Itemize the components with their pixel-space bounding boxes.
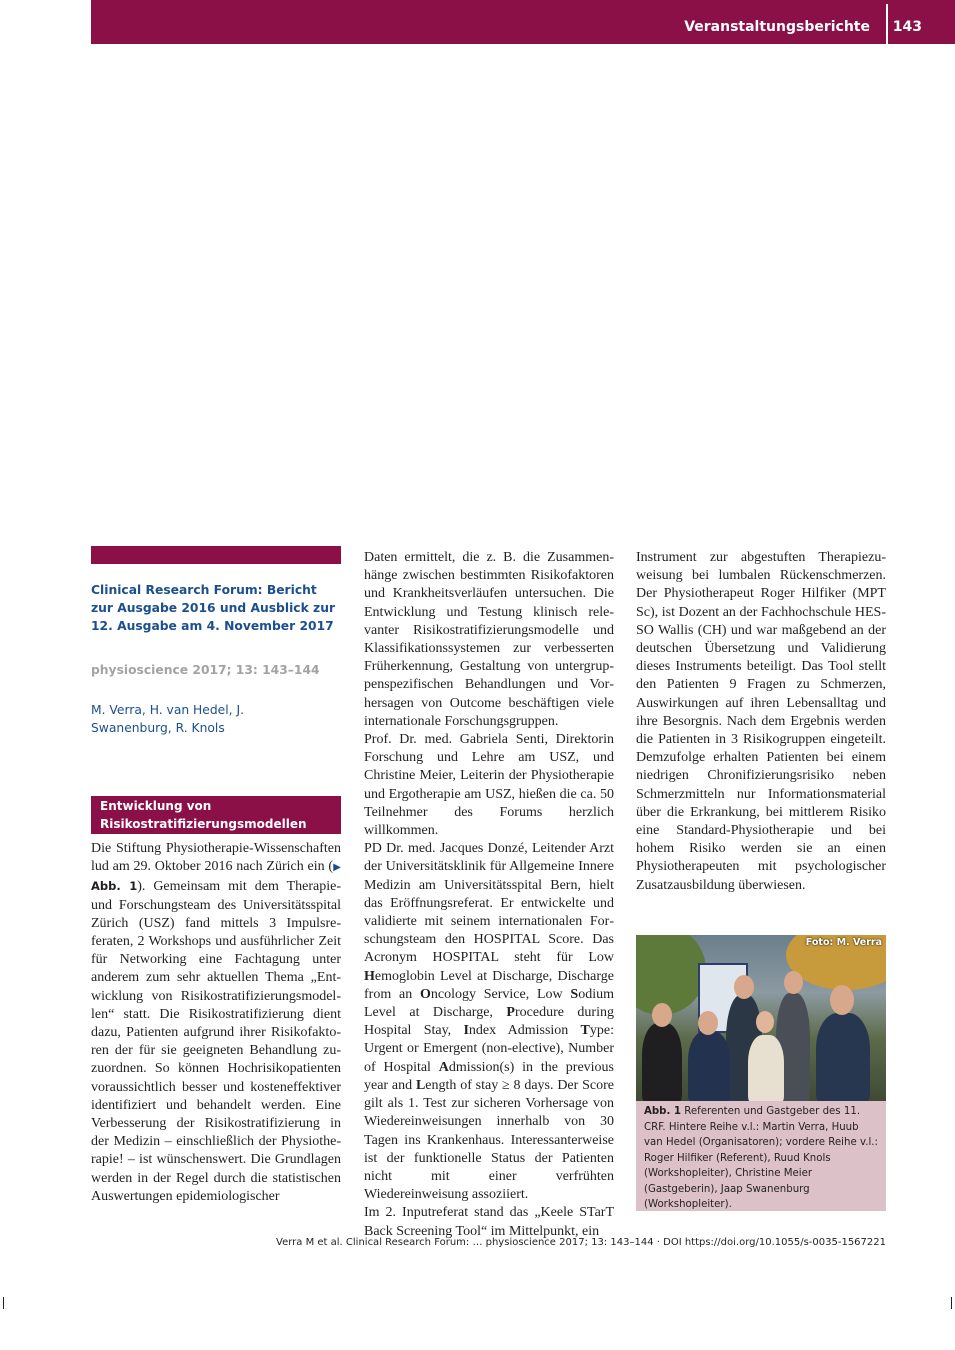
page-footer-citation: Verra M et al. Clinical Research Forum: … physioscience 2017; 13: 143–144 · DOI https://doi.org/10.1055/s-0035-1567221 xyxy=(276,1237,886,1248)
caption-text: Referenten und Gastgeber des 11. CRF. Hintere Reihe v.l.: Martin Verra, Huub van Hedel (Organisatoren); vordere Reihe v.l.: Roger Hilfiker (Referent), Ruud Knols (Workshopleiter), Christine Meier (Gastgeberin), Jaap Swanenburg (Workshopleiter). xyxy=(644,1106,878,1210)
section-heading: Entwicklung von Risikostratifizierungsmodellen xyxy=(91,796,341,834)
author-list: M. Verra, H. van Hedel, J. Swanenburg, R. Knols xyxy=(91,703,245,735)
caption-label: Abb. 1 xyxy=(644,1106,681,1117)
paragraph-text: emoglobin Level at Discharge, Discharge from an xyxy=(364,968,614,1002)
figure-reference-link[interactable]: Abb. 1 xyxy=(91,879,138,894)
paragraph-text: dmission(s) in the previous year and xyxy=(364,1059,614,1093)
paragraph xyxy=(364,840,614,1204)
acronym-letter: T xyxy=(580,1023,590,1039)
paragraph-text: PD Dr. med. Jacques Donzé, Leitender Arzt der Universitätsklinik für Allgemeine Innere Medizin am Universitätsspital Bern, hielt das Eröffnungsreferat. Er entwickelte und validierte mit seinem internationalen Forschungsteam den HOSPITAL Score. Das Acronym HOSPITAL steht für Low xyxy=(364,841,614,966)
article-title: Clinical Research Forum: Bericht zur Ausgabe 2016 und Ausblick zur 12. Ausgabe am 4. November 2017 xyxy=(91,583,336,633)
paragraph-text: Die Stiftung Physiotherapie-Wissenschaften lud am 29. Oktober 2016 nach Zürich ein ( xyxy=(91,841,341,875)
section-title: Veranstaltungsberichte xyxy=(684,19,870,35)
crop-mark xyxy=(3,1297,4,1309)
paragraph: Im 2. Inputreferat stand das „Keele STarT Back Screening Tool“ im Mittelpunkt, ein xyxy=(364,1205,614,1239)
paragraph: Prof. Dr. med. Gabriela Senti, Direktorin Forschung und Lehre am USZ, und Christine Meier, Leiterin der Physiotherapie und Ergotherapie am USZ, hießen die ca. 50 Teilnehmer des Forums herzlich willkommen. xyxy=(364,732,614,839)
paragraph-text: ndex Admission xyxy=(468,1023,581,1039)
group-photo xyxy=(636,935,886,1101)
paragraph-text: ength of stay ≥ 8 days. Der Score gilt als 1. Test zur sicheren Vorhersage von Wiedereinweisungen innerhalb von 30 Tagen ins Krankenhaus. Interessanterweise ist der funktionelle Status der Patienten nicht mit einer verfrühten Wiedereinweisung assoziiert. xyxy=(364,1077,614,1203)
journal-reference: physioscience 2017; 13: 143–144 xyxy=(91,663,320,677)
paragraph-text: ype: Urgent or Emergent (non-elective), Number of Hospital xyxy=(364,1023,614,1075)
page-header xyxy=(91,0,955,44)
paragraph-text: ). Gemeinsam mit dem Therapie- und Forschungsteam des Universitätsspital Zürich (USZ) fand mittels 3 Impulsreferaten, 2 Workshops und ausführlicher Zeit für Networking eine Fachtagung unter anderem zum sehr aktuellen Thema „Entwicklung von Risikostratifizierungsmodellen“ statt. Die Risikostratifizierung dient dazu, Patienten aufgrund ihrer Risikofaktoren der für sie geeigneten Behandlung zuzuordnen. So können Hochrisikopatienten voraussichtlich besser und kosteneffektiver identifiziert und behandelt werden. Eine Verbesserung der Risikostratifizierung in der Medizin – einschließlich der Physiotherapie! – ist wünschenswert. Die Grundlagen werden in der Regel durch die statistischen Auswertungen epidemiologischer xyxy=(91,879,341,1204)
article-accent-bar xyxy=(91,546,341,564)
photo-credit: Foto: M. Verra xyxy=(805,937,882,948)
paragraph-text: rocedure during Hospital Stay, xyxy=(364,1005,614,1039)
text-column-3 xyxy=(636,549,886,895)
paragraph: Daten ermittelt, die z. B. die Zusammenhänge zwischen bestimmten Risikofaktoren und Krankheitsverläufen untersuchen. Die Entwicklung und Testung klinisch relevanter Risikostratifizierungsmodelle und Klassifikationssystemen zur verbesserten Früherkennung, Gestaltung von untergruppenspezifischen Behandlungen und Vorhersagen von Outcome beschäftigen viele internationale Forschungsgruppen. xyxy=(364,550,614,729)
page-number: 143 xyxy=(892,19,922,35)
figure-ref-arrow-icon[interactable]: ▶ xyxy=(333,862,341,874)
acronym-letter: I xyxy=(463,1023,469,1039)
paragraph-text: ncology Service, Low xyxy=(430,986,571,1002)
text-column-1 xyxy=(91,840,341,1206)
header-divider xyxy=(886,4,888,44)
paragraph: Instrument zur abgestuften Therapiezuweisung bei lumbalen Rückenschmerzen. Der Physiotherapeut Roger Hilfiker (MPT Sc), ist Dozent an der Fachhochschule HES-SO Wallis (CH) und war maßgebend an der deutschen Übersetzung und Validierung dieses Instruments beteiligt. Das Tool stellt den Patienten 9 Fragen zu Schmerzen, Auswirkungen auf ihren Lebensalltag und ihre Besorgnis. Nach dem Ergebnis werden die Patienten in 3 Risikogruppen eingeteilt. Demzufolge erhalten Patienten bei einem niedrigen Chronifizierungsrisiko neben Schmerzmitteln nur Informationsmaterial über die Erkrankung, bei mittlerem Risiko eine Standard-Physiotherapie und bei hohem Risiko werden sie an einen Physiotherapeuten mit psychologischer Zusatzausbildung überwiesen. xyxy=(636,550,886,893)
text-column-2 xyxy=(364,549,614,1241)
acronym-letter: H xyxy=(364,968,375,984)
acronym-letter: P xyxy=(506,1005,515,1021)
paragraph-text: odium Level at Discharge, xyxy=(364,986,614,1021)
paragraph xyxy=(91,840,341,1206)
acronym-letter: O xyxy=(419,986,431,1002)
figure-caption xyxy=(636,1101,886,1211)
acronym-letter: S xyxy=(570,986,579,1002)
acronym-letter: L xyxy=(415,1077,426,1093)
acronym-letter: A xyxy=(438,1059,449,1075)
crop-mark xyxy=(951,1297,952,1309)
